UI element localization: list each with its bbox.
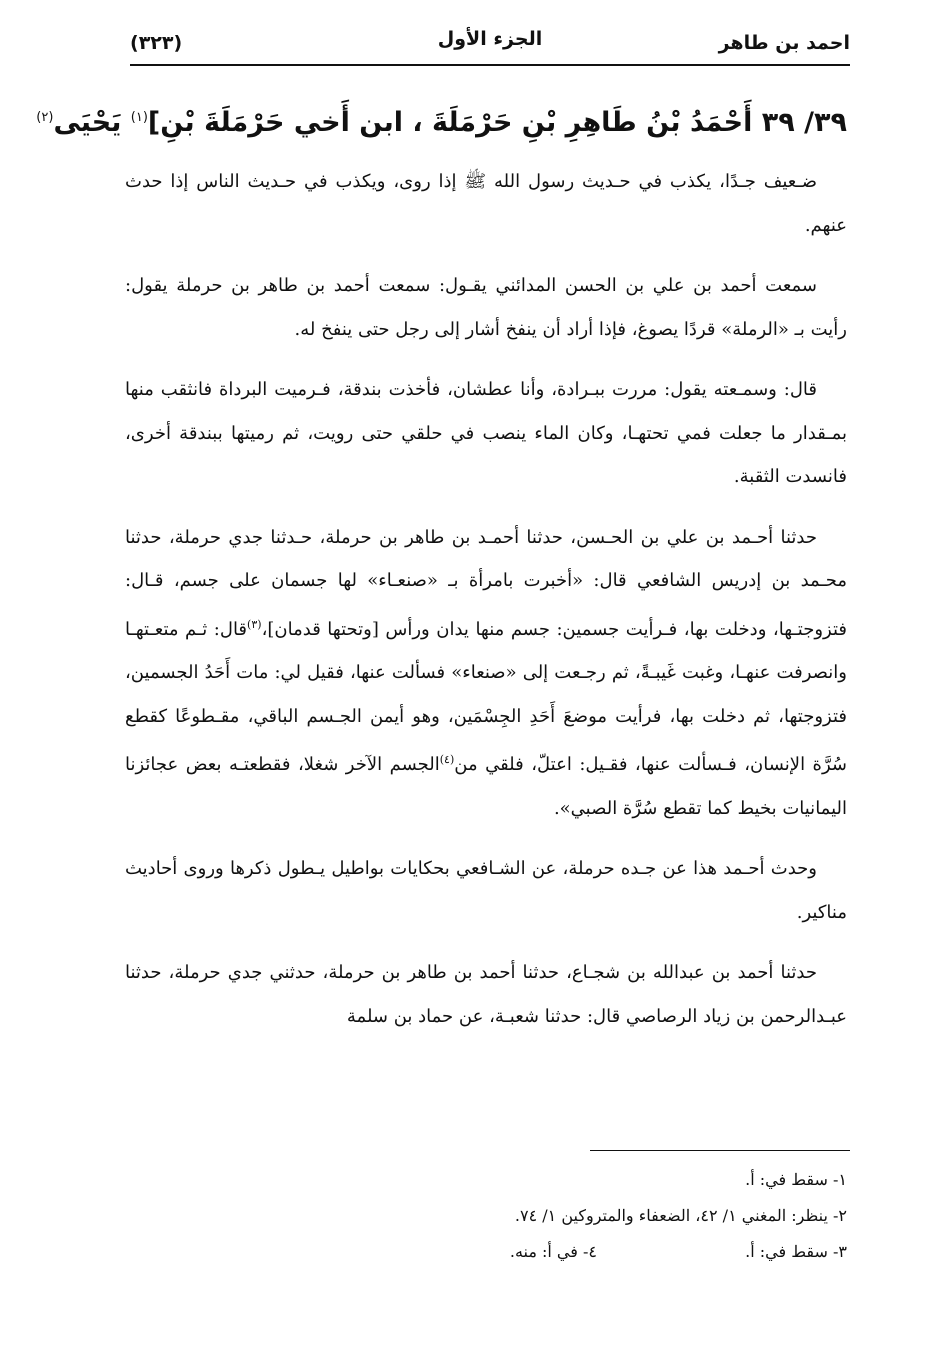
paragraph — [125, 516, 847, 831]
footnote-ref[interactable]: (٤) — [439, 753, 455, 766]
header-rule — [130, 64, 850, 66]
entry-heading — [36, 98, 847, 143]
page-number: (٣٢٣) — [130, 32, 183, 54]
footnote: ٢- ينظر: المغني ١/ ٤٢، الضعفاء والمتروكين ١/ ٧٤. — [514, 1206, 847, 1225]
footnote-ref[interactable]: (١) — [130, 110, 148, 125]
paragraph: ضـعيف جـدًا، يكذب في حـديث رسول الله ﷺ إذا روى، ويكذب في حـديث الناس إذا حدث عنهم. — [125, 171, 847, 236]
page-header — [130, 28, 850, 58]
body-text — [125, 160, 847, 1055]
entry-name: أَحْمَدُ بْنُ طَاهِرِ بْنِ حَرْمَلَةَ ، ابن أَخي حَرْمَلَةَ بْنِ] — [147, 107, 753, 138]
paragraph: سمعت أحمد بن علي بن الحسن المدائني يقـول: سمعت أحمد بن طاهر بن حرملة يقول: رأيت بـ «الرملة» قردًا يصوغ، فإذا أراد أن ينفخ أشار إلى رجل حتى ينفخ له. — [125, 275, 847, 340]
volume-label: الجزء الأول — [437, 28, 543, 50]
footnote-row — [130, 1234, 847, 1270]
footnote-ref[interactable]: (٣) — [247, 617, 262, 631]
entry-number: ٣٩/ ٣٩ — [761, 107, 847, 138]
entry-name-end: يَحْيَى — [53, 107, 122, 138]
paragraph: قال: وسمـعته يقول: مررت ببـرادة، وأنا عطشان، فأخذت بندقة، فـرميت البرداة فانثقب منها بمـقدار ما جعلت فمي تحتهـا، وكان الماء ينصب في حلقي حتى رويت، ثم رميتها ببندقة أخرى، فانسدت الثقبة. — [125, 379, 847, 487]
footnote-ref[interactable]: (٢) — [36, 110, 54, 125]
footnote: ٤- في أ: منه. — [509, 1242, 597, 1261]
footnote: ١- سقط في: أ. — [745, 1170, 847, 1189]
footnote-rule — [590, 1150, 850, 1151]
footnotes — [130, 1162, 847, 1270]
paragraph: حدثنا أحمد بن عبدالله بن شجـاع، حدثنا أحمد بن طاهر بن حرملة، حدثني جدي حرملة، حدثنا عبـدالرحمن بن زياد الرصاصي قال: حدثنا شعبـة، عن حماد بن سلمة — [125, 962, 847, 1027]
paragraph-text: حدثنا أحـمد بن علي بن الحـسن، حدثنا أحمـد بن طاهر بن حرملة، حـدثنا جدي حرملة، حدثنا محـمد بن إدريس الشافعي قال: «أخبرت بامرأة بـ «صنعـاء» لها جسمان على جسم، قـال: فتزوجتـها، ودخلت بها، فـرأيت جسمين: جسم منها يدان ورأس [وتحتها قدمان]، — [125, 526, 847, 640]
footnote: ٣- سقط في: أ. — [745, 1242, 847, 1261]
paragraph-text: قال: ثـم متعـتهـا وانصرفت عنهـا، وغبت غَيبـةً، ثم رجـعت إلى «صنعاء» فسألت عنها، فقيل لي: مات أَحَدُ الجسمين، فتزوجتها، ثم دخلت بها، فرأيت موضعَ أَحَدِ الجِسْمَين، وهو أيمن الجـسم الباقي، مقـطوعًا كقطع سُرَّة الإنسان، فـسألت عنها، فقـيل: اعتلّ، فلقي من — [125, 618, 847, 775]
running-title: احمد بن طاهر — [718, 32, 850, 54]
paragraph-text: الجسم الآخر شغلا، فقطعتـه بعض عجائزنا اليمانيات بخيط كما تقطع سُرَّة الصبي». — [125, 754, 847, 819]
paragraph: وحدث أحـمد هذا عن جـده حرملة، عن الشـافعي بحكايات بواطيل يـطول ذكرها وروى أحاديث مناكير. — [125, 858, 847, 923]
